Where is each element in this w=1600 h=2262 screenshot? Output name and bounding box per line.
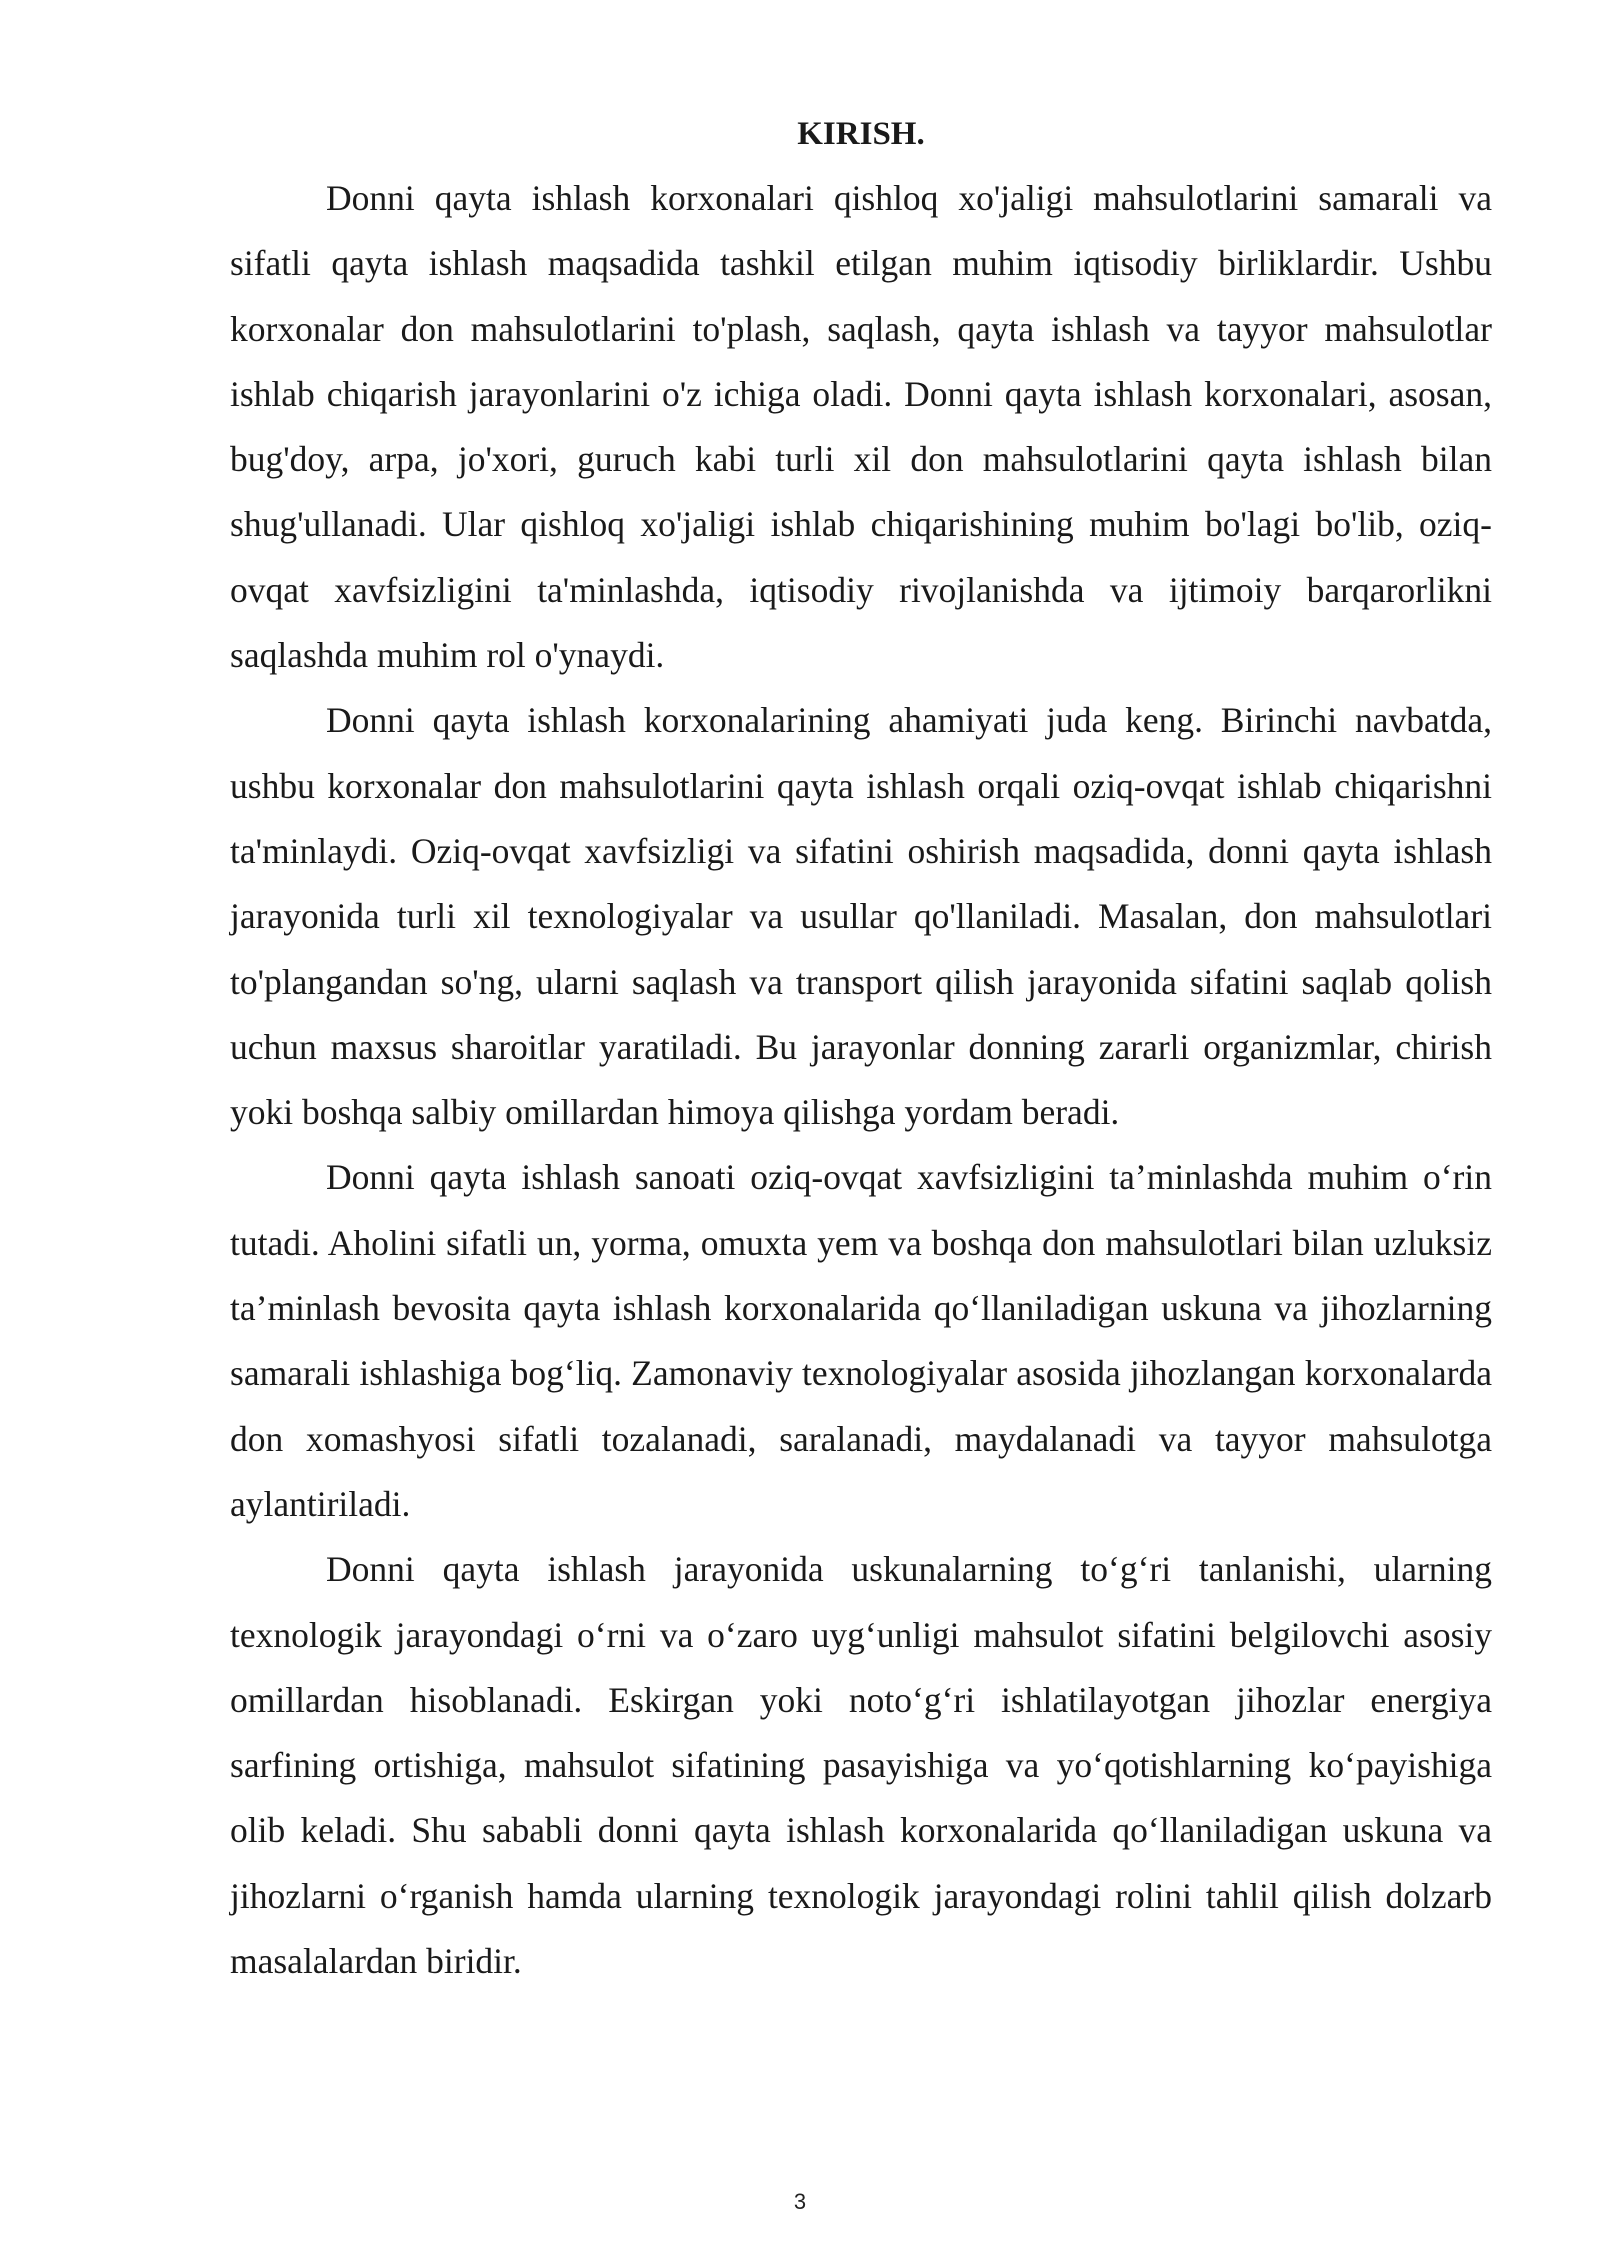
paragraph-1: Donni qayta ishlash korxonalari qishloq xo'jaligi mahsulotlarini samarali va sifatli qayta ishlash maqsadida tashkil etilgan muhim iqtisodiy birliklardir. Ushbu korxonalar don mahsulotlarini to'plash, saqlash, qayta ishlash va tayyor mahsulotlar ishlab chiqarish jarayonlarini o'z ichiga oladi. Donni qayta ishlash korxonalari, asosan, bug'doy, arpa, jo'xori, guruch kabi turli xil don mahsulotlarini qayta ishlash bilan shug'ullanadi. Ular qishloq xo'jaligi ishlab chiqarishining muhim bo'lagi bo'lib, oziq-ovqat xavfsizligini ta'minlashda, iqtisodiy rivojlanishda va ijtimoiy barqarorlikni saqlashda muhim rol o'ynaydi. bbox=[230, 178, 1492, 676]
paragraph-2: Donni qayta ishlash korxonalarining ahamiyati juda keng. Birinchi navbatda, ushbu korxonalar don mahsulotlarini qayta ishlash orqali oziq-ovqat ishlab chiqarishni ta'minlaydi. Oziq-ovqat xavfsizligi va sifatini oshirish maqsadida, donni qayta ishlash jarayonida turli xil texnologiyalar va usullar qo'llaniladi. Masalan, don mahsulotlari to'plangandan so'ng, ularni saqlash va transport qilish jarayonida sifatini saqlab qolish uchun maxsus sharoitlar yaratiladi. Bu jarayonlar donning zararli organizmlar, chirish yoki boshqa salbiy omillardan himoya qilishga yordam beradi. bbox=[230, 700, 1492, 1133]
page-content bbox=[230, 108, 1492, 1994]
paragraph-3: Donni qayta ishlash sanoati oziq-ovqat xavfsizligini ta’minlashda muhim o‘rin tutadi. Aholini sifatli un, yorma, omuxta yem va boshqa don mahsulotlari bilan uzluksiz ta’minlash bevosita qayta ishlash korxonalarida qo‘llaniladigan uskuna va jihozlarning samarali ishlashiga bog‘liq. Zamonaviy texnologiyalar asosida jihozlangan korxonalarda don xomashyosi sifatli tozalanadi, saralanadi, maydalanadi va tayyor mahsulotga aylantiriladi. bbox=[230, 1157, 1492, 1524]
page-number: 3 bbox=[793, 2189, 807, 2214]
paragraph-4: Donni qayta ishlash jarayonida uskunalarning to‘g‘ri tanlanishi, ularning texnologik jarayondagi o‘rni va o‘zaro uyg‘unligi mahsulot sifatini belgilovchi asosiy omillardan hisoblanadi. Eskirgan yoki noto‘g‘ri ishlatilayotgan jihozlar energiya sarfining ortishiga, mahsulot sifatining pasayishiga va yo‘qotishlarning ko‘payishiga olib keladi. Shu sababli donni qayta ishlash korxonalarida qo‘llaniladigan uskuna va jihozlarni o‘rganish hamda ularning texnologik jarayondagi rolini tahlil qilish dolzarb masalalardan biridir. bbox=[230, 1549, 1492, 1982]
section-title: KIRISH. bbox=[797, 116, 925, 152]
